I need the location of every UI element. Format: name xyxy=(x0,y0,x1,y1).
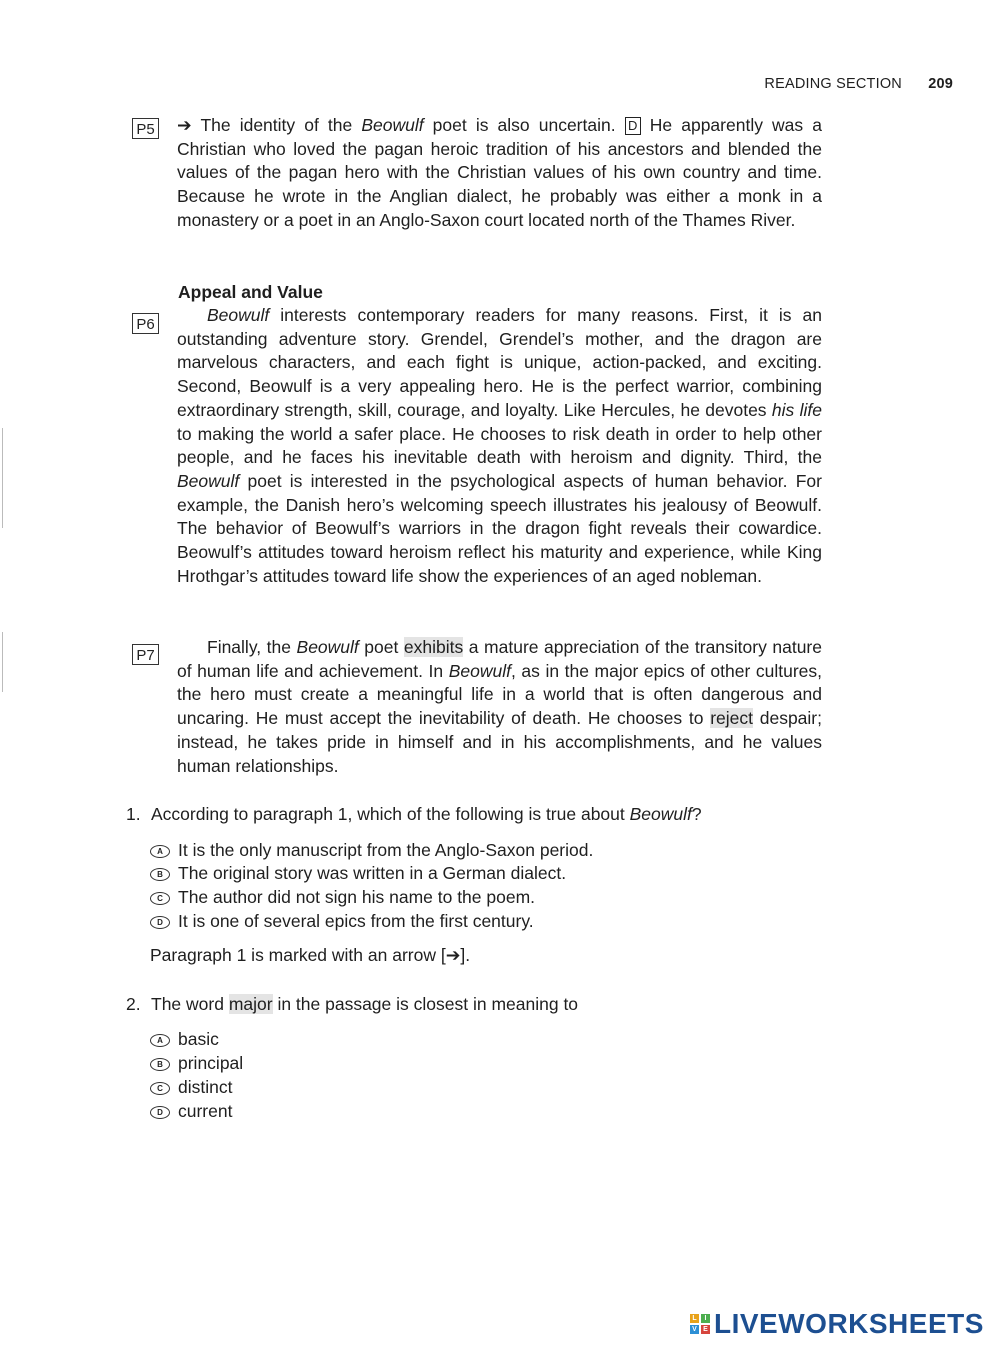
text-span: Beowulf xyxy=(177,470,240,491)
scan-margin-line xyxy=(2,632,3,692)
text-span: Beowulf xyxy=(448,660,511,681)
text-span: his life xyxy=(771,399,822,420)
question-number: 1. xyxy=(126,804,141,824)
paragraph-tag-p6: P6 xyxy=(132,313,159,334)
insertion-box-d[interactable]: D xyxy=(625,117,641,135)
logo-letter: L xyxy=(690,1314,699,1323)
text-span: Finally, the xyxy=(207,637,297,657)
question-text: ? xyxy=(691,804,702,824)
q2-option-a[interactable] xyxy=(150,1027,219,1051)
paragraph-p6 xyxy=(177,304,822,588)
question-1-note xyxy=(150,945,470,966)
text-span: poet is also uncertain. xyxy=(423,115,616,135)
text-span: The identity of the xyxy=(200,115,362,135)
text-span: to making the world a safer place. He chooses to risk death in order to help other people, and he faces his inevitable death with heroism and dignity. Third, the xyxy=(177,423,822,468)
text-span: interests contemporary readers for many reasons. First, it is an outstanding adventure story. Grendel, Grendel’s mother, and the dragon are marvelous characters, and each fight is unique, action-packed, and exciting. Second, Beowulf is a very appealing hero. He is the perfect warrior, combining extraordinary strength, skill, courage, and loyalty. Like Hercules, he devotes xyxy=(177,305,822,420)
q1-option-c[interactable] xyxy=(150,885,535,909)
q1-option-a[interactable] xyxy=(150,838,593,862)
option-a-bubble[interactable]: A xyxy=(150,1034,170,1047)
note-text: Paragraph 1 is marked with an arrow [ xyxy=(150,945,446,965)
option-b-bubble[interactable]: B xyxy=(150,868,170,881)
section-heading: Appeal and Value xyxy=(178,282,323,302)
text-span: He apparently was a Christian who loved the pagan heroic tradition of his ancestors and blended the values of the pagan hero with the Christian values of his own country and time. Because he wrote in the Anglian dialect, he probably was either a monk in a monastery or a poet in an Anglo-Saxon court located north of the Thames River. xyxy=(177,115,822,230)
page-number: 209 xyxy=(928,76,953,92)
option-b-bubble[interactable]: B xyxy=(150,1058,170,1071)
option-text: The author did not sign his name to the poem. xyxy=(178,887,536,907)
highlighted-word-exhibits: exhibits xyxy=(403,637,464,657)
option-a-bubble[interactable]: A xyxy=(150,845,170,858)
option-text: current xyxy=(178,1101,233,1121)
text-span: , as in the major epics of other cultures, the hero must create a meaningful life in a world that is often dangerous and uncaring. He must accept the inevitability of death. He chooses to xyxy=(177,660,822,729)
q2-option-d[interactable] xyxy=(150,1099,232,1123)
logo-icon xyxy=(690,1314,710,1334)
logo-letter: E xyxy=(701,1325,710,1334)
logo-text: LIVEWORKSHEETS xyxy=(714,1308,984,1339)
option-text: It is the only manuscript from the Anglo-Saxon period. xyxy=(178,840,594,860)
option-d-bubble[interactable]: D xyxy=(150,916,170,929)
paragraph-p7 xyxy=(177,636,822,778)
paragraph-tag-p7: P7 xyxy=(132,644,159,665)
q1-option-d[interactable] xyxy=(150,909,534,933)
paragraph-tag-p5: P5 xyxy=(132,118,159,139)
question-text: in the passage is closest in meaning to xyxy=(272,994,579,1014)
q2-option-c[interactable] xyxy=(150,1075,232,1099)
text-span: Beowulf xyxy=(207,305,270,325)
option-text: principal xyxy=(178,1053,244,1073)
text-span: Beowulf xyxy=(361,115,424,135)
liveworksheets-logo[interactable] xyxy=(690,1308,984,1340)
highlighted-word-major: major xyxy=(228,994,273,1014)
option-d-bubble[interactable]: D xyxy=(150,1106,170,1119)
option-text: The original story was written in a German dialect. xyxy=(178,863,567,883)
question-text: The word xyxy=(151,994,229,1014)
text-span: poet is interested in the psychological aspects of human behavior. For example, the Danish hero’s welcoming speech illustrates his jealousy of Beowulf. The behavior of Beowulf’s warriors in the dragon fight reveals their cowardice. Beowulf’s attitudes toward heroism reflect his maturity and experience, while King Hrothgar’s attitudes toward life show the experiences of an aged nobleman. xyxy=(177,470,822,586)
option-c-bubble[interactable]: C xyxy=(150,892,170,905)
logo-letter: I xyxy=(701,1314,710,1323)
highlighted-word-reject: reject xyxy=(710,708,753,729)
option-text: It is one of several epics from the first century. xyxy=(178,911,534,931)
question-1 xyxy=(126,802,702,826)
section-title: READING SECTION xyxy=(764,76,902,92)
question-number: 2. xyxy=(126,994,141,1014)
page-header xyxy=(764,76,953,92)
arrow-icon: ➔ xyxy=(177,115,192,135)
note-text: ]. xyxy=(460,945,471,965)
question-text: Beowulf xyxy=(629,804,692,824)
option-text: basic xyxy=(178,1029,219,1049)
arrow-icon: ➔ xyxy=(445,945,461,965)
question-2 xyxy=(126,992,578,1016)
scan-margin-line xyxy=(2,428,3,528)
q1-option-b[interactable] xyxy=(150,861,566,885)
logo-letter: V xyxy=(690,1325,699,1334)
option-c-bubble[interactable]: C xyxy=(150,1082,170,1095)
text-span: poet xyxy=(358,637,404,657)
q2-option-b[interactable] xyxy=(150,1051,243,1075)
paragraph-p5 xyxy=(177,114,822,233)
text-span: Beowulf xyxy=(296,637,359,657)
text-span: a mature appreciation of the transitory nature of human life and achievement. In xyxy=(177,637,822,681)
option-text: distinct xyxy=(178,1077,233,1097)
text-span: despair; instead, he takes pride in himself and in his accomplishments, and he values human relationships. xyxy=(177,708,822,776)
question-text: According to paragraph 1, which of the following is true about xyxy=(151,804,630,824)
